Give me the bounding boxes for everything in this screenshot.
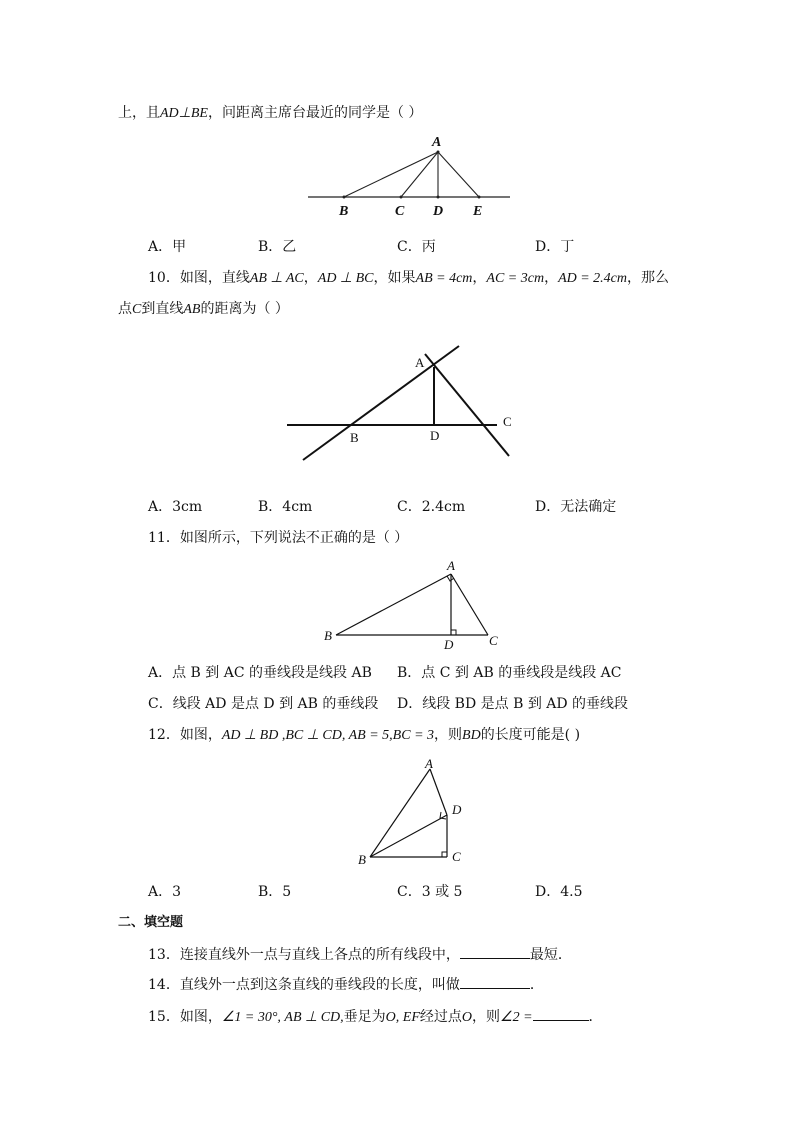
q12-option-a[interactable]: A．3 (148, 884, 182, 900)
q10-figure (285, 340, 525, 470)
q9-option-d[interactable]: D．丁 (535, 239, 575, 255)
q9-label-b: B (339, 204, 349, 219)
q13-blank[interactable] (460, 944, 530, 959)
q15: 15．如图，∠1 = 30°, AB ⊥ CD,垂足为O, EF经过点O，则∠2 = ． (148, 1006, 603, 1028)
q10-option-c[interactable]: C．2.4cm (397, 499, 466, 515)
q11-label-d: D (444, 637, 454, 652)
q9-label-a: A (432, 135, 442, 150)
q10-label-b: B (350, 430, 359, 445)
q10-label-a: A (415, 355, 425, 370)
q9-option-c[interactable]: C．丙 (397, 239, 436, 255)
q12-option-b[interactable]: B．5 (258, 884, 292, 900)
q12-stem: 12．如图，AD ⊥ BD ,BC ⊥ CD, AB = 5,BC = 3，则BD的长度可能是( ) (148, 727, 581, 743)
q12-label-b: B (358, 852, 366, 867)
q11-option-b[interactable]: B．点 C 到 AB 的垂线段是线段 AC (397, 665, 622, 681)
q10-label-d: D (430, 428, 440, 443)
q12-figure (352, 757, 472, 869)
q9-label-d: D (433, 204, 444, 219)
q11-option-a[interactable]: A．点 B 到 AC 的垂线段是线段 AB (148, 665, 372, 681)
q12-option-c[interactable]: C．3 或 5 (397, 884, 463, 900)
q9-label-e: E (473, 204, 483, 219)
q9-figure (300, 128, 520, 220)
q12-label-a: A (425, 757, 433, 771)
q9-option-b[interactable]: B．乙 (258, 239, 297, 255)
q11-stem: 11．如图所示，下列说法不正确的是（ ） (148, 530, 409, 546)
q10-option-a[interactable]: A．3cm (148, 499, 203, 515)
q11-label-b: B (324, 628, 332, 643)
q10-label-c: C (503, 414, 512, 429)
q13: 13．连接直线外一点与直线上各点的所有线段中， 最短． (148, 944, 572, 965)
q12-option-d[interactable]: D．4.5 (535, 884, 583, 900)
q10-option-d[interactable]: D．无法确定 (535, 499, 617, 515)
q14-blank[interactable] (460, 974, 530, 989)
q11-label-c: C (489, 633, 498, 648)
q11-label-a: A (447, 558, 455, 573)
q11-figure (320, 557, 510, 653)
q10-option-b[interactable]: B．4cm (258, 499, 313, 515)
q9-stem: 上，且AD⊥BE，问距离主席台最近的同学是（ ） (118, 105, 423, 121)
q9-option-a[interactable]: A．甲 (148, 239, 187, 255)
q15-blank[interactable] (533, 1006, 589, 1021)
q11-option-d[interactable]: D．线段 BD 是点 B 到 AD 的垂线段 (397, 696, 629, 712)
q14: 14．直线外一点到这条直线的垂线段的长度，叫做 ． (148, 974, 544, 995)
section-title-fill-in: 二、填空题 (118, 915, 184, 930)
q9-label-c: C (395, 204, 405, 219)
q11-option-c[interactable]: C．线段 AD 是点 D 到 AB 的垂线段 (148, 696, 379, 712)
q12-label-d: D (452, 802, 462, 817)
q12-label-c: C (452, 849, 461, 864)
q10-stem-line1: 10．如图，直线AB ⊥ AC，AD ⊥ BC，如果AB = 4cm，AC = 3cm，AD = 2.4cm，那么 (148, 270, 669, 286)
q10-stem-line2: 点C到直线AB的距离为（ ） (118, 301, 289, 317)
